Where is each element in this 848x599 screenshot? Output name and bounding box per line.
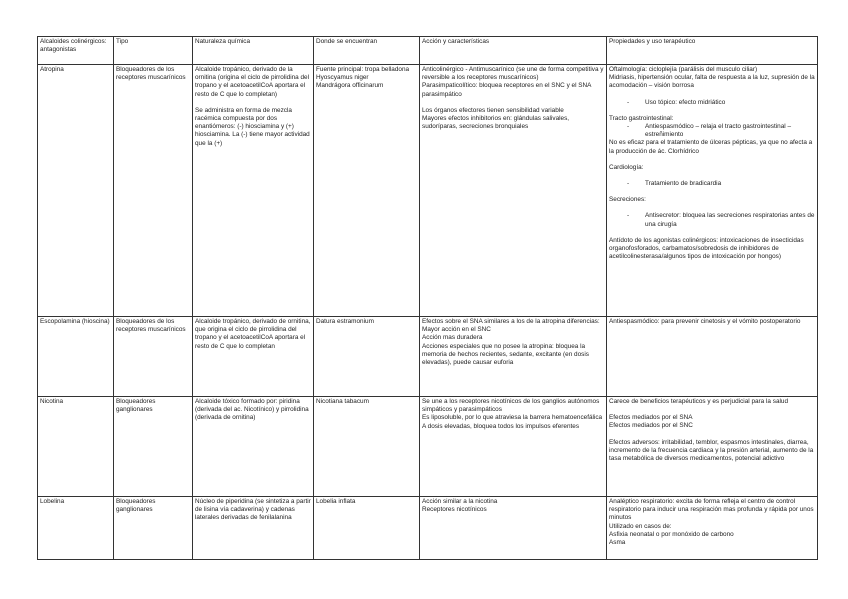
header-cell: Donde se encuentran [314,37,420,65]
prop-line: No es eficaz para el tratamiento de úlceras pépticas, ya que no afecta a la producción de ác. Clorhídrico [609,139,813,155]
prop-line: Efectos adversos: irritabilidad, temblor, espasmos intestinales, diarrea, incremento de la frecuencia cardiaca y la presión arterial, aumento de la tasa metabólica de diversos medicamentos, potencial adictivo [609,438,814,463]
action-line: Es liposoluble, por lo que atraviesa la barrera hematoencefálica [422,414,603,422]
prop-line: Efectos mediados por el SNA [609,414,693,422]
type-cell: Bloqueadores ganglionares [114,397,193,497]
source-cell: Nicotiana tabacum [314,397,420,497]
bullet-item: - Tratamiento de bradicardia [627,180,722,188]
prop-line: Carece de beneficios terapéuticos y es perjudicial para la salud [609,398,789,405]
source-cell [314,65,420,317]
prop-line: Antídoto de los agonistas colinérgicos: intoxicaciones de insecticidas organofosforados, carbamatos/sobredosis de inhibidores de acetilcolinesterasa/algunos tipos de intoxicación por hongos) [609,236,804,261]
action-cell [420,65,607,317]
source-line: Fuente principal: tropa belladona [316,66,410,73]
bullet-item: - Antiespasmódico – relaja el tracto gastrointestinal – estreñimiento [627,123,791,139]
header-cell: Propiedades y uso terapéutico [607,37,818,65]
source-line: Mandrágora officinarum [316,82,384,90]
bullet-item: - Uso tópico: efecto midriático [627,98,726,106]
nature-cell: Núcleo de piperidina (se sintetiza a partir de lisina vía cadaverina) y cadenas laterales derivadas de fenilalanina [193,497,314,560]
action-line: Anticolinérgico - Antimuscarínico (se une de forma competitiva y reversible a los receptores muscarínicos) [422,66,604,82]
name-cell: Nicotina [38,397,114,497]
properties-cell [607,65,818,317]
prop-line: Cardiología: [609,163,644,171]
header-cell: Alcaloides colinérgicos: antagonistas [38,37,114,65]
properties-cell [607,397,818,497]
nature-text: Alcaloide tropánico, derivado de la ornitina (origina el ciclo de pirrolidina del tropano y el acetoacetilCoA aportara el resto de C que lo completan) [195,66,310,98]
header-cell: Tipo [114,37,193,65]
action-line: Los órganos efectores tienen sensibilidad variable [422,106,564,114]
prop-line: Analéptico respiratorio: excita de forma refleja el centro de control respiratorio para inducir una respiración mas profunda y rápida por unos minutos [609,498,814,522]
header-row [38,37,818,65]
action-line: Acción mas duradera [422,334,483,342]
type-cell: Bloqueadores de los receptores muscarínicos [114,317,193,397]
properties-cell [607,497,818,560]
prop-line: Midriasis, hipertensión ocular, falta de respuesta a la luz, supresión de la acomodación – visión borrosa [609,74,815,90]
action-line: Acciones especiales que no posee la atropina: bloquea la memoria de hechos recientes, sedante, excitante (en dosis elevadas), puede causar euforia [422,342,589,367]
prop-line: Asfixia neonatal o por monóxido de carbono [609,530,734,538]
action-cell [420,317,607,397]
nature-cell: Alcaloide tóxico formado por: piridina (derivada del ac. Nicotínico) y pirrolidina (derivada de ornitina) [193,397,314,497]
name-cell: Escopolamina (hioscina) [38,317,114,397]
prop-line: Efectos mediados por el SNC [609,422,693,430]
table-row [38,497,818,560]
type-cell: Bloqueadores de los receptores muscarínicos [114,65,193,317]
nature-cell: Alcaloide tropánico, derivado de ornitina, que origina el ciclo de pirrolidina del tropano y el acetoacetilCoA aportara el resto de C que lo completan [193,317,314,397]
action-line: Se une a los receptores nicotínicos de los ganglios autónomos simpáticos y parasimpáticos [422,398,600,414]
action-line: Parasimpaticolítico: bloquea receptores en el SNC y el SNA parasimpático [422,82,592,98]
action-line: Efectos sobre el SNA similares a los de la atropina diferencias: [422,318,600,325]
source-line: Hyoscyamus niger [316,74,369,82]
properties-cell: Antiespasmódico: para prevenir cinetosis y el vómito postoperatorio [607,317,818,397]
alkaloid-table [37,36,818,560]
prop-line: Oftalmología: cicloplejía (parálisis del musculo ciliar) [609,66,758,73]
action-cell [420,497,607,560]
action-line: Acción similar a la nicotina [422,498,498,505]
table-row [38,65,818,317]
name-cell: Atropina [38,65,114,317]
action-line: Mayor acción en el SNC [422,326,491,334]
prop-line: Secreciones: [609,196,646,204]
prop-line: Asma [609,539,626,547]
nature-text: Se administra en forma de mezcla racémica compuesta por dos enantiómeros: (-) hiosciamina y (+) hiosciamina. La (-) tiene mayor actividad que la (+) [195,106,310,147]
type-cell: Bloqueadores ganglionares [114,497,193,560]
action-line: Receptores nicotínicos [422,506,487,514]
header-cell: Acción y características [420,37,607,65]
nature-cell [193,65,314,317]
header-cell: Naturaleza química [193,37,314,65]
name-cell: Lobelina [38,497,114,560]
action-cell [420,397,607,497]
action-line: Mayores efectos inhibitorios en: glándulas salivales, sudoríparas, secreciones bronquiales [422,115,570,131]
prop-line: Tracto gastrointestinal: [609,114,674,122]
action-line: A dosis elevadas, bloquea todos los impulsos eferentes [422,422,580,430]
table-row [38,397,818,497]
bullet-item: - Antisecretor: bloquea las secreciones respiratorias antes de una cirugía [627,212,815,228]
source-cell: Datura estramonium [314,317,420,397]
source-cell: Lobelia inflata [314,497,420,560]
table-row [38,317,818,397]
document-page [37,36,817,560]
prop-line: Utilizado en casos de: [609,522,672,530]
